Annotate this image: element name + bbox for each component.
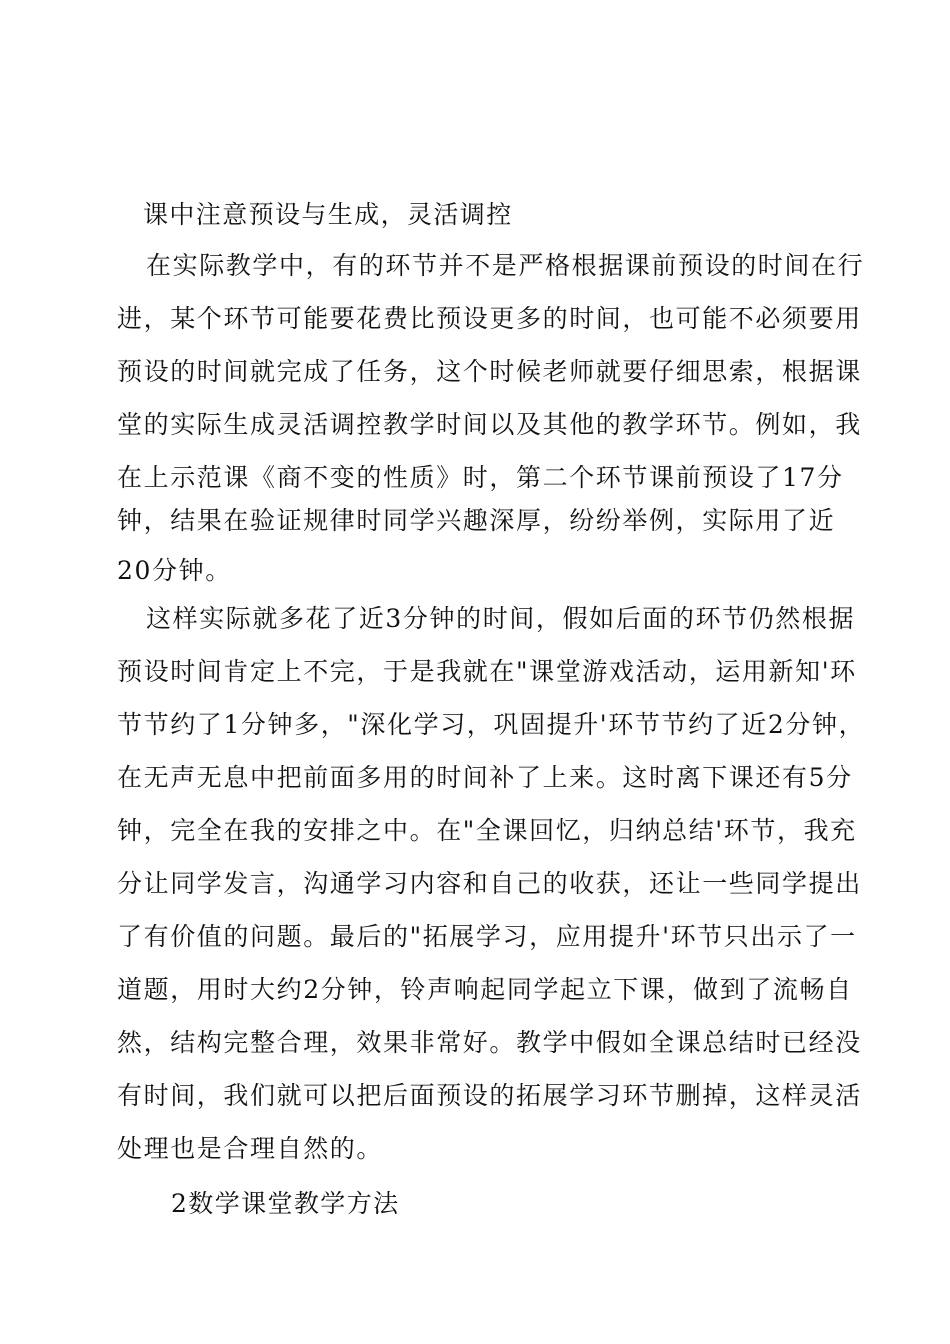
paragraph-line: 分让同学发言，沟通学习内容和自己的收获，还让一些同学提出 xyxy=(117,869,862,898)
paragraph-line: 在实际教学中，有的环节并不是严格根据课前预设的时间在行 xyxy=(146,251,865,280)
section-heading: 2数学课堂教学方法 xyxy=(171,1189,400,1218)
paragraph-line: 钟，结果在验证规律时同学兴趣深厚，纷纷举例，实际用了近 xyxy=(117,506,836,535)
paragraph-line: 处理也是合理自然的。 xyxy=(117,1134,384,1163)
paragraph-line: 这样实际就多花了近3分钟的时间，假如后面的环节仍然根据 xyxy=(146,604,856,633)
paragraph-line: 道题，用时大约2分钟，铃声响起同学起立下课，做到了流畅自 xyxy=(117,975,853,1004)
paragraph-line: 节节约了1分钟多，"深化学习，巩固提升'环节节约了近2分钟， xyxy=(117,710,866,739)
paragraph-line: 20分钟。 xyxy=(117,556,232,585)
paragraph-line: 预设的时间就完成了任务，这个时候老师就要仔细思索，根据课 xyxy=(117,357,862,386)
paragraph-line: 然，结构完整合理，效果非常好。教学中假如全课总结时已经没 xyxy=(117,1028,862,1057)
paragraph-line: 堂的实际生成灵活调控教学时间以及其他的教学环节。例如，我 xyxy=(117,410,862,439)
paragraph-line: 预设时间肯定上不完，于是我就在"课堂游戏活动，运用新知'环 xyxy=(117,657,857,686)
section-heading: 课中注意预设与生成，灵活调控 xyxy=(143,200,513,229)
paragraph-line: 进，某个环节可能要花费比预设更多的时间，也可能不必须要用 xyxy=(117,304,862,333)
paragraph-line: 了有价值的问题。最后的"拓展学习，应用提升'环节只出示了一 xyxy=(117,922,857,951)
paragraph-line: 在无声无息中把前面多用的时间补了上来。这时离下课还有5分 xyxy=(117,763,853,792)
paragraph-line: 有时间，我们就可以把后面预设的拓展学习环节删掉，这样灵活 xyxy=(117,1081,862,1110)
paragraph-line: 在上示范课《商不变的性质》时，第二个环节课前预设了17分 xyxy=(117,463,844,492)
paragraph-line: 钟，完全在我的安排之中。在"全课回忆，归纳总结'环节，我充 xyxy=(117,816,857,845)
